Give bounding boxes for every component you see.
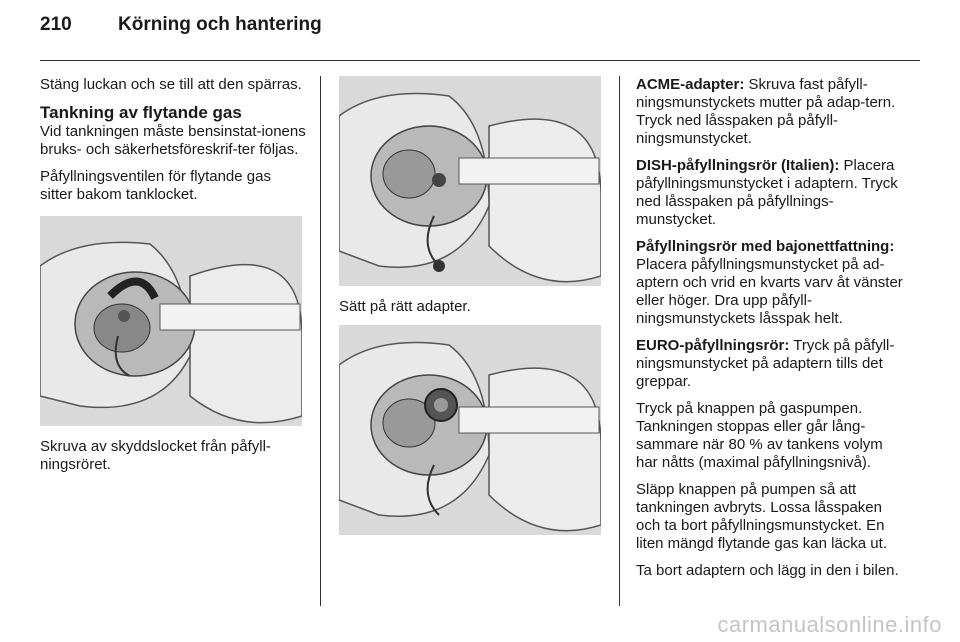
paragraph-bayonet: Påfyllningsrör med bajonettfattning: Placera påfyllningsmunstycket på ad-aptern och vrid en kvarts varv åt vänster eller höger. Dra upp påfyll-ningsmunstyckets låsspak helt. — [636, 238, 903, 327]
term-acme: ACME-adapter: — [636, 76, 745, 93]
section-title: Körning och hantering — [118, 14, 322, 35]
paragraph-dish: DISH-påfyllningsrör (Italien): Placera påfyllningsmunstycket i adaptern. Tryck ned låsspaken på påfyllnings-munstycket. — [636, 157, 898, 228]
figure-adapter-fitted — [339, 325, 601, 535]
term-dish: DISH-påfyllningsrör (Italien): — [636, 157, 840, 174]
watermark: carmanualsonline.info — [717, 612, 942, 637]
paragraph-valve-location: Påfyllningsventilen för flytande gas sitter bakom tanklocket. — [40, 168, 271, 203]
column-divider-2 — [619, 76, 620, 606]
caption-fit-adapter: Sätt på rätt adapter. — [339, 298, 471, 315]
paragraph-remove-adapter: Ta bort adaptern och lägg in den i bilen. — [636, 562, 899, 579]
figure-remove-cap — [40, 216, 302, 426]
column-3 — [636, 76, 904, 589]
caption-remove-cap: Skruva av skyddslocket från påfyll-ningsröret. — [40, 438, 271, 473]
term-bayonet: Påfyllningsrör med bajonettfattning: — [636, 238, 895, 255]
figure-filler-neck — [339, 76, 601, 286]
header-rule — [40, 60, 920, 61]
column-2 — [339, 76, 605, 535]
page-number: 210 — [40, 14, 72, 35]
paragraph-acme: ACME-adapter: Skruva fast påfyll-ningsmunstyckets mutter på adap-tern. Tryck ned låsspaken på påfyll-ningsmunstycket. — [636, 76, 896, 147]
paragraph-release: Släpp knappen på pumpen så att tankningen avbryts. Lossa låsspaken och ta bort påfyllningsmunstycket. En liten mängd flytande gas kan läcka ut. — [636, 481, 887, 552]
paragraph-close-lid: Stäng luckan och se till att den spärras. — [40, 76, 302, 93]
section-heading: Tankning av flytande gas — [40, 103, 242, 122]
term-euro: EURO-påfyllningsrör: — [636, 337, 790, 354]
page-header — [40, 14, 322, 36]
column-1 — [40, 76, 306, 483]
paragraph-safety: Vid tankningen måste bensinstat-ionens bruks- och säkerhetsföreskrif-ter följas. — [40, 123, 306, 158]
column-divider-1 — [320, 76, 321, 606]
paragraph-euro: EURO-påfyllningsrör: Tryck på påfyll-ningsmunstycket på adaptern tills det greppar. — [636, 337, 895, 390]
paragraph-pump-button: Tryck på knappen på gaspumpen. Tankningen stoppas eller går lång-sammare när 80 % av tankens volym har nåtts (maximal påfyllningsnivå). — [636, 400, 883, 471]
